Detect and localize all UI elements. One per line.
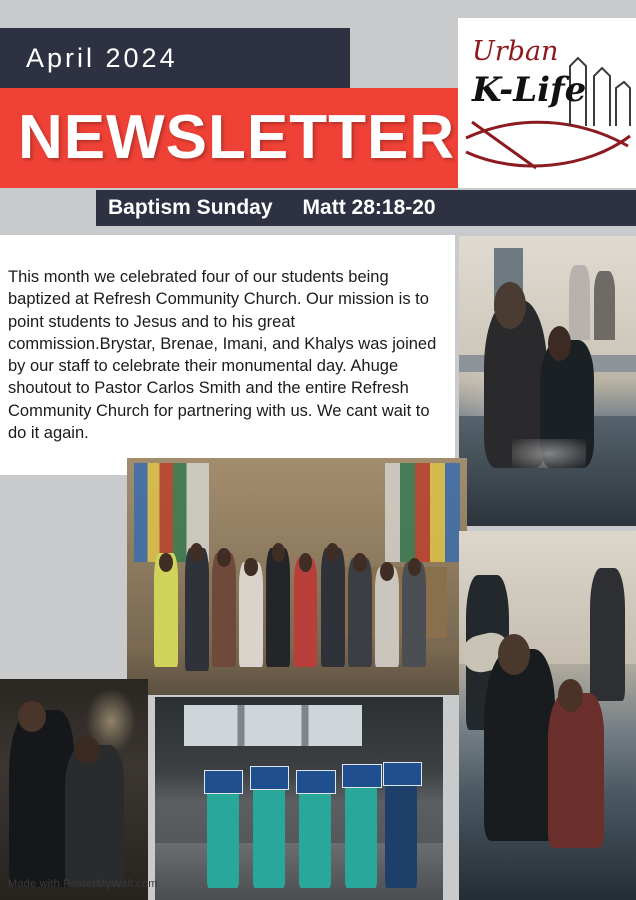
baptism-in-pool-photo (459, 236, 636, 526)
logo-line1: Urban (472, 36, 559, 67)
watermark: Made with PosterMyWall.com (8, 878, 158, 890)
issue-date-bar (0, 28, 350, 88)
urban-klife-logo (458, 18, 636, 188)
issue-date: April 2024 (26, 42, 178, 73)
subtitle-bar (96, 190, 636, 226)
photo-content (155, 697, 443, 900)
photo-content (0, 679, 148, 900)
logo-line2: K-Life (472, 70, 587, 110)
article-body: This month we celebrated four of our students being baptized at Refresh Community Church. Our mission is to point students to Jesus and to his great commission.Brystar, Brenae, Imani, and Khalys was joined by our staff to celebrate their monumental day. Ahuge shoutout to Pastor Carlos Smith and the entire Refresh Community Church for partnering with us. We cant wait to do it again. (8, 268, 437, 442)
photo-content (459, 236, 636, 526)
photo-content (459, 531, 636, 900)
students-holding-signs-photo (155, 697, 443, 900)
page-title: NEWSLETTER (18, 103, 456, 172)
group-photo-in-sanctuary (127, 458, 467, 695)
baptism-with-worship-band-photo (459, 531, 636, 900)
photo-content (127, 458, 467, 695)
subtitle-scripture: Matt 28:18-20 (302, 196, 436, 219)
baptism-closeup-photo (0, 679, 148, 900)
logo-graphic (458, 18, 636, 188)
newsletter-title-bar (0, 88, 458, 188)
subtitle-topic: Baptism Sunday (108, 196, 273, 219)
